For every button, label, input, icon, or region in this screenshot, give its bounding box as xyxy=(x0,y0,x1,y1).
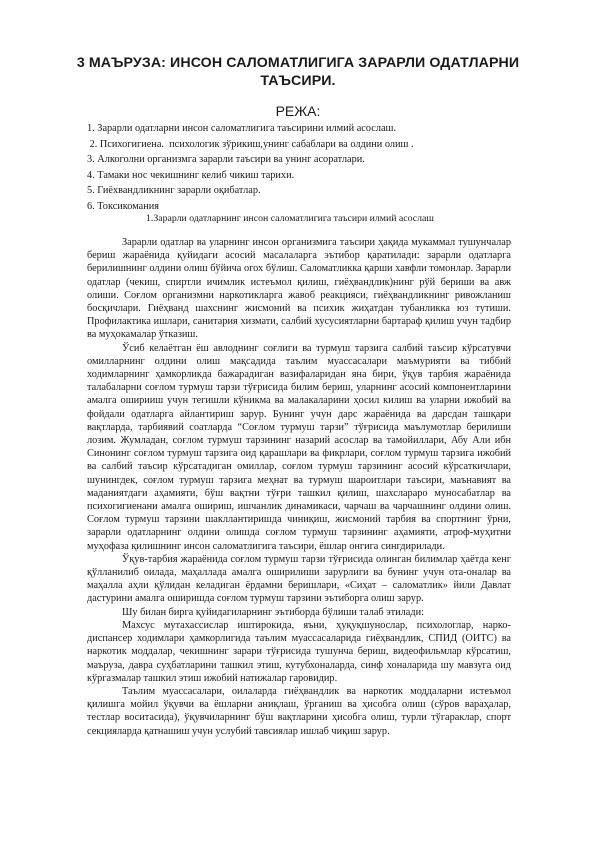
plan-item: 5. Гиёхвандликнинг зарарли оқибатлар. xyxy=(87,185,261,197)
paragraph: Зарарли одатлар ва уларнинг инсон организмига таъсири ҳақида мукаммал тушунчалар бериш жараёнида қуйидаги асосий масалаларга эътибор қаратилади: зарарли одатларга берилишнинг олдини олиш бўйича огох бўлиш. Саломатликка қарши хавфли томонлар. Зарарли одатлар (чекиш, спиртли ичимлик истеъмол қилиш, гиёҳвандлик)нинг рўй бериши ва авж олиши. Соғлом организмни наркотикларга жавоб реакцияси, гиёҳвандликнинг ривожланиш босқичлари. Гиёҳванд шахснинг жисмоний ва психик жиҳатдан тубанликка юз тутиши. Профилактика ишлари, санитария хизмати, салбий хусусиятларни бартараф қилиш учун тадбир ва муҳокамалар ўтказиш. xyxy=(87,237,511,341)
plan-item: 4. Тамаки нос чекишнинг келиб чикиш тарихи. xyxy=(87,169,295,181)
paragraph: Ўқув-тарбия жараёнида соғлом турмуш тарзи тўғрисида олинган билимлар ҳаётда кенг қўлланилиб оилада, маҳаллада амалга оширилиши зарурлиги ва бунинг учун ота-оналар ва маҳалла аҳли қўлидан келадиган ёрдамни беришлари, «Сиҳат – саломатлик» йили Давлат дастурини амалга оширишда соғлом турмуш тарзини эътиборга олиш зарур. xyxy=(87,553,511,605)
paragraph: Ўсиб келаётган ёш авлоднинг соғлиги ва турмуш тарзига салбий таъсир кўрсатувчи омилларнинг олдини олиш мақсадида таълим муассасалари маъмурияти ва тиббий ходимларнинг ҳамкорликда бажарадиган вазифаларидан яна бири, ўқув тарбия жараёнида талабаларни соғлом турмуш тарзи тўғрисида билим бериш, уларнинг асосий компонентларини амалга оширииш учун тегишли кўникма ва малакаларини ҳосил килиш ва уларни ижобий ва фойдали одатларга айлантириш зарур. Бунинг учун дарс жараёнида ва дарсдан ташқари вақтларда, тарбиявий соатларда “Соғлом турмуш тарзи” тўғрисида маълумотлар берилиши лозим. Жумладан, соғлом турмуш тарзининг назарий асослар ва тамойиллари, Абу Али ибн Синонинг соғлом турмуш тарзига оид қарашлари ва фикрлари, соғлом турмуш тарзига ижобий ва салбий таъсир кўрсатадиган омиллар, соғлом турмуш тарзининг асосий кўрсаткичлари, шунингдек, соғлом турмуш тарзига меҳнат ва турмуш шароитлари таъсири, маънавият ва маданиятдаги аҳамияти, бўш вақтни тўғри ташкил қилиш, шахсларaро муносабатлар ва психогигиенани амалга ошириш, ишчанлик динамикаси, чарчаш ва чарчашнинг олдини олиш. Соғлом турмуш тарзини шакллантиришда чиниқиш, жисмоний тарбия ва спортнинг ўрни, зарарли одатларнинг олдини олишда соғлом турмуш тарзининг аҳамияти, атроф-муҳитни муҳофаза қилишнинг инсон саломатлигига таъсири, ёшлар онгига сингдирилади. xyxy=(87,342,511,552)
plan-heading: РЕЖА: xyxy=(275,103,321,119)
paragraph: Шу билан бирга қуйидагиларнинг эътиборда бўлиши талаб этилади: xyxy=(122,606,424,618)
plan-list xyxy=(87,121,414,215)
paragraph: Махсус мутахассислар иштирокида, яъни, ҳуқуқшунослар, психологлар, нарко-диспансер ходимлари ҳамкорлигида таълим муассасаларида гиёҳвандлик, СПИД (ОИТС) ва наркотик моддалар, чекишнинг зарари тўғрисида тушунча бериш, видеофильмлар кўрсатиш, маъруза, давра суҳбатларини ташкил этиш, кутубхоналарда, синф хоналарида шу мавзуга оид кўргазмалар ташкил этиш ижобий натижалар гаровидир. xyxy=(87,619,511,684)
plan-item: 3. Алкоголни организмга зарарли таъсири ва унинг асоратлари. xyxy=(87,154,365,166)
lecture-title: 3 МАЪРУЗА: ИНСОН САЛОМАТЛИГИГА ЗАРАРЛИ ОДАТЛАРНИ ТАЪСИРИ. xyxy=(76,55,520,89)
plan-item: 6. Токсикомания xyxy=(87,200,159,212)
plan-item: 1. Зарарли одатларни инсон саломатлигига таъсирини илмий асослаш. xyxy=(87,123,397,134)
body-text xyxy=(87,236,511,738)
paragraph: Таълим муассасалари, оилаларда гиёҳвандлик ва наркотик моддаларни истеъмол қилишга мойил ўқувчи ва ёшларни аниқлаш, ўрганиш ва ҳисобга олиш (сўров вараҳалар, тестлар воситасида), ўқувчиларнинг бўш вақтларини ҳисобга олиш, турли тўгараклар, спорт секцияларда қатнашиш учун услубий тавсиялар ишлаб чиқиш зарур. xyxy=(87,685,511,737)
plan-item: 2. Психогигиена. психологик зўрикиш,унинг сабаблари ва олдини олиш . xyxy=(87,138,414,150)
section-heading: 1.Зарарли одатларнинг инсон саломатлигига таъсири илмий асослаш xyxy=(146,213,434,224)
